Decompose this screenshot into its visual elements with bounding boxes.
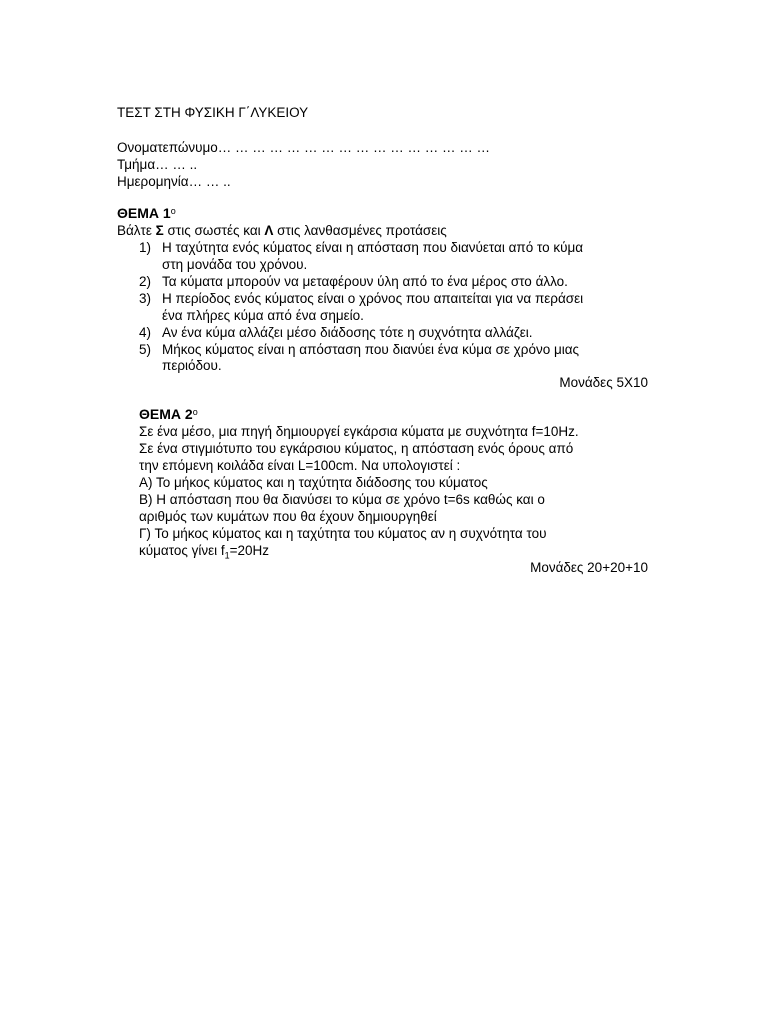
theme1-item-text: ένα πλήρες κύμα από ένα σημείο. bbox=[162, 308, 364, 323]
theme2-question-b: Β) Η απόσταση που θα διανύσει το κύμα σε χρόνο t=6s καθώς και ο bbox=[139, 492, 545, 507]
theme1-instructions: Βάλτε Σ στις σωστές και Λ στις λανθασμένες προτάσεις bbox=[117, 223, 447, 238]
theme1-item-text: Η περίοδος ενός κύματος είναι ο χρόνος που απαιτείται για να περάσει bbox=[162, 291, 584, 306]
class-field: Τμήμα… … .. bbox=[117, 157, 198, 172]
name-field: Ονοματεπώνυμο… … … … … … … … … … … … … … … … bbox=[117, 140, 491, 155]
theme1-item-text: περιόδου. bbox=[162, 358, 222, 373]
theme2-question-c: Γ) Το μήκος κύματος και η ταχύτητα του κύματος αν η συχνότητα του bbox=[139, 526, 547, 541]
theme2-text-line: Σε ένα στιγμιότυπο του εγκάρσιου κύματος, η απόσταση ενός όρους από bbox=[139, 441, 574, 456]
theme1-item-text: Μήκος κύματος είναι η απόσταση που διανύει ένα κύμα σε χρόνο μιας bbox=[162, 342, 580, 357]
date-field: Ημερομηνία… … .. bbox=[117, 174, 231, 189]
theme1-item-number: 5) bbox=[139, 342, 152, 357]
theme1-item-text: Αν ένα κύμα αλλάζει μέσο διάδοσης τότε η συχνότητα αλλάζει. bbox=[162, 325, 533, 340]
theme1-item-number: 2) bbox=[139, 274, 152, 289]
theme1-item-number: 4) bbox=[139, 325, 152, 340]
document-title: ΤΕΣΤ ΣΤΗ ΦΥΣΙΚΗ Γ΄ΛΥΚΕΙΟΥ bbox=[117, 105, 309, 120]
theme2-text-line: κύματος γίνει $f_1=20Hz$ bbox=[139, 543, 270, 561]
theme1-item-text: στη μονάδα του χρόνου. bbox=[162, 257, 308, 272]
theme2-heading: ΘΕΜΑ $2^o$ bbox=[139, 406, 198, 422]
theme2-points: Μονάδες 20+20+10 bbox=[530, 560, 648, 575]
theme1-item-text: Η ταχύτητα ενός κύματος είναι η απόσταση που διανύεται από το κύμα bbox=[162, 240, 584, 255]
theme2-question-a: Α) Το μήκος κύματος και η ταχύτητα διάδοσης του κύματος bbox=[139, 475, 488, 490]
theme2-text-line: Σε ένα μέσο, μια πηγή δημιουργεί εγκάρσια κύματα με συχνότητα f=10Hz. bbox=[139, 424, 579, 439]
theme1-points: Μονάδες 5Χ10 bbox=[559, 375, 648, 390]
theme1-item-number: 1) bbox=[139, 240, 152, 255]
theme1-item-text: Τα κύματα μπορούν να μεταφέρουν ύλη από το ένα μέρος στο άλλο. bbox=[162, 274, 568, 289]
theme2-text-line: την επόμενη κοιλάδα είναι L=100cm. Να υπολογιστεί : bbox=[139, 458, 461, 473]
theme1-heading: ΘΕΜΑ $1^o$ bbox=[117, 205, 176, 221]
theme2-text-line: αριθμός των κυμάτων που θα έχουν δημιουργηθεί bbox=[139, 509, 437, 524]
theme1-item-number: 3) bbox=[139, 291, 152, 306]
